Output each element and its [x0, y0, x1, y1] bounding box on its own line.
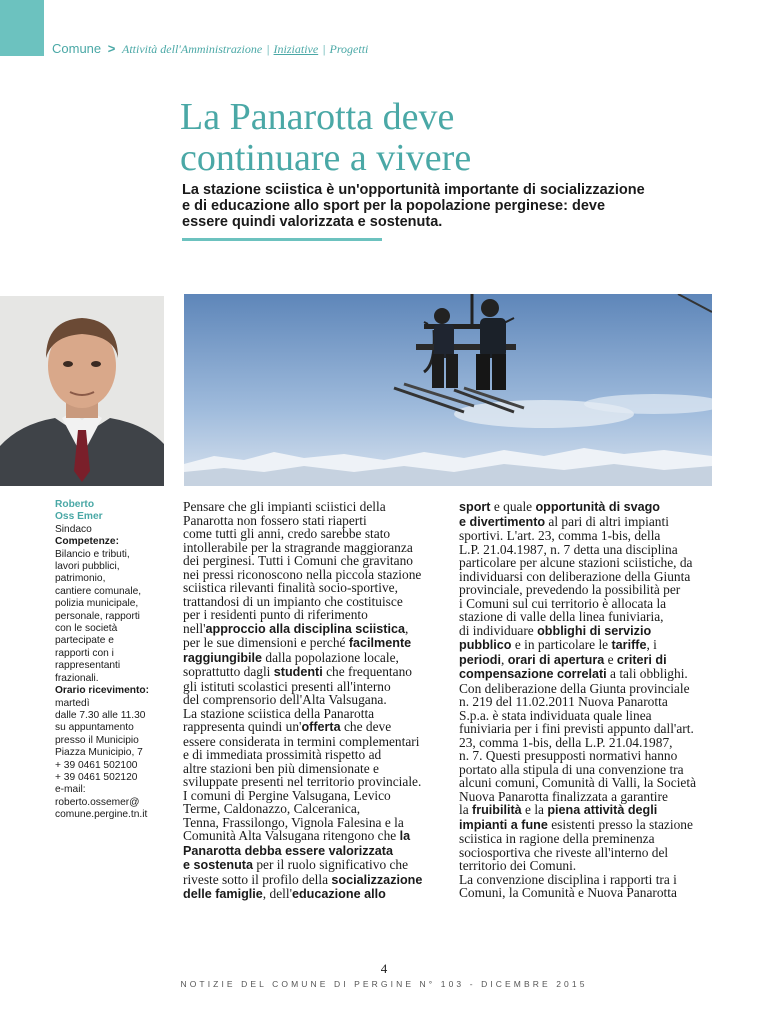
- text-line: [183, 680, 439, 694]
- text-run: di individuare: [459, 622, 538, 638]
- ski-lift-photo: [184, 294, 712, 486]
- text-line: [183, 581, 439, 595]
- competenze-line: lavori pubblici,: [55, 561, 120, 573]
- bold-phrase: facilmente: [348, 636, 412, 650]
- text-run: nei pressi riconoscono nella piccola stazione: [183, 566, 422, 582]
- text-line: [459, 583, 715, 597]
- text-line: [183, 527, 439, 541]
- breadcrumb-item-iniziative[interactable]: Iniziative: [273, 42, 319, 56]
- article-lead: [182, 182, 722, 230]
- text-line: [183, 514, 439, 528]
- orario-line: comune.pergine.tn.it: [55, 809, 148, 821]
- orario-line: dalle 7.30 alle 11.30: [55, 709, 146, 721]
- text-run: dei perginesi. Tutti i Comuni che gravitano: [183, 553, 413, 568]
- lead-line: La stazione sciistica è un'opportunità importante di socializzazione: [182, 182, 645, 198]
- text-run: riveste sotto il profilo della: [183, 871, 332, 887]
- bold-phrase: periodi: [459, 652, 501, 667]
- text-run: , i: [646, 637, 657, 652]
- competenze-line: con le società: [55, 623, 118, 635]
- article-column-1: [183, 500, 439, 902]
- bold-phrase: studenti: [273, 665, 323, 679]
- bold-phrase: obblighi di servizio: [537, 623, 652, 638]
- competenze-line: patrimonio,: [55, 573, 106, 585]
- text-run: territorio dei Comuni.: [459, 858, 577, 873]
- text-run: e: [604, 651, 617, 667]
- bold-phrase: e sostenuta: [183, 858, 253, 872]
- bold-phrase: fruibilità: [472, 803, 522, 817]
- text-line: [183, 665, 439, 680]
- bold-phrase: impianti a fune: [459, 817, 548, 832]
- text-line: [459, 682, 715, 696]
- text-run: 23, comma 1-bis, della L.P. 21.04.1987,: [459, 734, 673, 750]
- orario-line: + 39 0461 502120: [55, 771, 138, 783]
- text-run: L.P. 21.04.1987, n. 7 detta una disciplina: [459, 541, 678, 557]
- text-line: [183, 829, 439, 844]
- bold-phrase: piena attività degli: [547, 803, 658, 817]
- text-line: [459, 749, 715, 763]
- text-run: sviluppate presenti nel territorio provinciale.: [183, 774, 422, 789]
- text-run: la: [459, 802, 473, 817]
- text-line: [183, 844, 439, 859]
- bold-phrase: delle famiglie: [183, 887, 263, 901]
- text-line: [459, 832, 715, 846]
- orario-line: roberto.ossemer@: [55, 796, 140, 808]
- text-line: [183, 500, 439, 514]
- text-run: i Comuni sul cui territorio è allocata la: [459, 595, 667, 611]
- text-run: e di immediata prossimità rispetto ad: [183, 747, 382, 762]
- mayor-role: Sindaco: [55, 523, 92, 535]
- breadcrumb-separator: >: [107, 41, 116, 56]
- text-line: [183, 762, 439, 776]
- text-run: e la: [521, 802, 548, 817]
- text-line: [459, 818, 715, 833]
- bold-phrase: e divertimento: [459, 514, 546, 529]
- orario-line: presso il Municipio: [55, 734, 139, 746]
- text-line: [459, 722, 715, 736]
- title-underline-rule: [182, 238, 382, 241]
- text-line: [183, 748, 439, 762]
- competenze-line: frazionali.: [55, 672, 99, 684]
- text-run: soprattutto dagli: [183, 664, 274, 679]
- text-run: essere considerata in termini complementari: [183, 733, 420, 749]
- text-run: individuarsi con deliberazione della Giunta: [459, 568, 691, 584]
- text-run: Panarotta non fossero stati riaperti: [183, 512, 367, 528]
- text-line: [459, 736, 715, 750]
- breadcrumb: Comune > Attività dell'Amministrazione | Iniziative | Progetti: [52, 41, 369, 56]
- text-line: [183, 858, 439, 873]
- orario-line: Piazza Municipio, 7: [55, 747, 143, 759]
- text-line: [183, 775, 439, 789]
- text-run: e quale: [490, 499, 536, 514]
- text-run: per i residenti punto di riferimento: [183, 607, 368, 622]
- text-run: sciistica in ragione della preminenza: [459, 831, 655, 846]
- text-run: che frequentano: [322, 664, 412, 679]
- text-run: trattandosi di un impianto che costituisce: [183, 593, 403, 609]
- text-line: [183, 622, 439, 637]
- text-run: dalla popolazione locale,: [262, 649, 399, 665]
- text-line: [183, 554, 439, 568]
- bold-phrase: educazione allo: [291, 887, 386, 901]
- text-line: [183, 541, 439, 555]
- bold-phrase: pubblico: [459, 638, 512, 652]
- text-line: [183, 693, 439, 707]
- lead-line: e di educazione allo sport per la popolazione perginese: deve: [182, 198, 606, 214]
- competenze-line: Bilancio e tributi,: [55, 548, 130, 560]
- mayor-name-first: Roberto: [55, 499, 95, 510]
- orario-line: e-mail:: [55, 784, 86, 796]
- text-line: [183, 789, 439, 803]
- bold-phrase: Panarotta debba essere valorizzata: [183, 843, 393, 858]
- text-run: a tali obblighi.: [606, 666, 688, 681]
- text-run: portato alla stipula di una convenzione tra: [459, 761, 684, 777]
- bold-phrase: sport: [459, 500, 491, 514]
- text-run: esistenti presso la stazione: [547, 816, 693, 832]
- corner-accent: [0, 0, 44, 56]
- text-run: Comuni, la Comunità e Nuova Panarotta: [459, 885, 677, 900]
- text-line: [459, 667, 715, 682]
- text-line: [459, 790, 715, 804]
- orario-line: + 39 0461 502100: [55, 759, 138, 771]
- text-line: [459, 515, 715, 530]
- text-line: [459, 886, 715, 900]
- breadcrumb-root[interactable]: Comune: [52, 41, 102, 56]
- bold-phrase: socializzazione: [331, 872, 423, 887]
- article-title: [180, 97, 720, 179]
- orario-line: martedì: [55, 697, 90, 709]
- text-run: rappresenta quindi un': [183, 719, 302, 734]
- text-line: [459, 556, 715, 570]
- text-line: [459, 543, 715, 557]
- text-line: [459, 529, 715, 543]
- orario-line: su appuntamento: [55, 722, 134, 734]
- text-run: n. 219 del 11.02.2011 Nuova Panarotta: [459, 694, 668, 709]
- text-run: Con deliberazione della Giunta provinciale: [459, 680, 690, 696]
- title-line: La Panarotta deve: [180, 96, 455, 138]
- bold-phrase: raggiungibile: [183, 650, 263, 665]
- text-run: sportivi. L'art. 23, comma 1-bis, della: [459, 528, 661, 543]
- competenze-line: rapporti con i: [55, 647, 114, 659]
- text-run: intollerabile per la stragrande maggioranza: [183, 539, 413, 555]
- text-line: [459, 846, 715, 860]
- text-run: del comprensorio dell'Alta Valsugana.: [183, 692, 387, 707]
- text-run: La stazione sciistica della Panarotta: [183, 705, 375, 721]
- bold-phrase: orari di apertura: [507, 652, 605, 667]
- mayor-info-sidebar: [55, 499, 175, 822]
- competenze-label: Competenze:: [55, 536, 119, 548]
- text-run: che deve: [340, 719, 392, 734]
- text-run: Tenna, Frassilongo, Vignola Falesina e la: [183, 814, 404, 830]
- breadcrumb-item-attivita[interactable]: Attività dell'Amministrazione: [121, 42, 263, 56]
- text-line: [459, 859, 715, 873]
- text-line: [459, 638, 715, 653]
- bold-phrase: opportunità di svago: [535, 500, 661, 514]
- text-line: [183, 735, 439, 749]
- text-line: [459, 776, 715, 790]
- text-line: [459, 624, 715, 639]
- text-line: [183, 608, 439, 622]
- text-run: altre stazioni ben più dimensionate e: [183, 760, 379, 776]
- text-line: [183, 816, 439, 830]
- text-line: [183, 720, 439, 735]
- text-line: [183, 802, 439, 816]
- text-line: [459, 610, 715, 624]
- orario-list: [55, 698, 175, 822]
- text-run: particolare per alcune stazioni sciistiche, da: [459, 555, 693, 570]
- text-line: [459, 570, 715, 584]
- text-line: [183, 707, 439, 721]
- text-run: La convenzione disciplina i rapporti tra i: [459, 871, 677, 887]
- text-line: [183, 873, 439, 888]
- text-run: ,: [404, 620, 409, 636]
- text-run: provinciale, prevedendo la possibilità per: [459, 582, 681, 597]
- text-run: I comuni di Pergine Valsugana, Levico: [183, 787, 391, 803]
- text-line: [183, 636, 439, 651]
- text-run: gli istituti scolastici presenti all'interno: [183, 678, 391, 694]
- text-run: , dell': [262, 886, 292, 901]
- text-line: [459, 763, 715, 777]
- competenze-line: cantiere comunale,: [55, 585, 142, 597]
- text-run: alcuni comuni, Comunità di Valli, la Società: [459, 775, 697, 790]
- competenze-line: polizia municipale,: [55, 598, 139, 610]
- competenze-line: partecipate e: [55, 635, 114, 647]
- text-run: stazione di valle della linea funiviaria,: [459, 609, 664, 624]
- text-run: S.p.a. è stata individuata quale linea: [459, 707, 652, 723]
- text-line: [459, 803, 715, 818]
- text-run: nell': [183, 620, 206, 636]
- bold-phrase: criteri di: [616, 652, 667, 667]
- text-run: sciistica rilevanti finalità socio-sportive,: [183, 580, 398, 595]
- text-line: [183, 595, 439, 609]
- competenze-line: rappresentanti: [55, 660, 121, 672]
- text-run: e in particolare le: [511, 637, 612, 652]
- text-run: funiviaria per i fini previsti appunto dall'art.: [459, 721, 694, 736]
- publication-footer: NOTIZIE DEL COMUNE DI PERGINE N° 103 - DICEMBRE 2015: [180, 979, 588, 989]
- bold-phrase: tariffe: [611, 638, 647, 652]
- text-run: per il ruolo significativo che: [253, 857, 409, 872]
- text-line: [459, 873, 715, 887]
- text-run: come tutti gli anni, credo sarebbe stato: [183, 526, 391, 541]
- text-run: n. 7. Questi presupposti normativi hanno: [459, 748, 678, 763]
- text-line: [183, 651, 439, 666]
- text-line: [459, 709, 715, 723]
- competenze-line: personale, rapporti: [55, 610, 140, 622]
- text-line: [459, 597, 715, 611]
- breadcrumb-item-progetti[interactable]: Progetti: [329, 42, 369, 56]
- text-line: [459, 695, 715, 709]
- bold-phrase: compensazione correlati: [459, 667, 607, 681]
- text-line: [183, 568, 439, 582]
- text-run: sociosportiva che riveste all'interno del: [459, 844, 669, 860]
- text-line: [459, 653, 715, 668]
- text-run: ,: [500, 651, 508, 667]
- orario-label: Orario ricevimento:: [55, 685, 149, 697]
- bold-phrase: offerta: [301, 720, 341, 734]
- mayor-name-last: Oss Emer: [55, 511, 103, 523]
- mayor-portrait: [0, 296, 164, 486]
- lead-line: essere quindi valorizzata e sostenuta.: [182, 214, 443, 230]
- text-run: Comunità Alta Valsugana ritengono che: [183, 828, 400, 843]
- page-number: 4: [380, 961, 388, 976]
- title-line: continuare a vivere: [180, 137, 472, 179]
- text-run: Terme, Caldonazzo, Calceranica,: [183, 801, 361, 816]
- text-run: per le sue dimensioni e perché: [183, 635, 349, 650]
- text-run: Pensare che gli impianti sciistici della: [183, 499, 386, 514]
- competenze-list: [55, 549, 175, 685]
- bold-phrase: la: [399, 829, 411, 843]
- text-line: [183, 887, 439, 902]
- text-run: Nuova Panarotta finalizzata a garantire: [459, 788, 668, 804]
- bold-phrase: approccio alla disciplina sciistica: [205, 621, 405, 636]
- text-line: [459, 500, 715, 515]
- text-run: al pari di altri impianti: [545, 513, 669, 529]
- article-column-2: [459, 500, 715, 900]
